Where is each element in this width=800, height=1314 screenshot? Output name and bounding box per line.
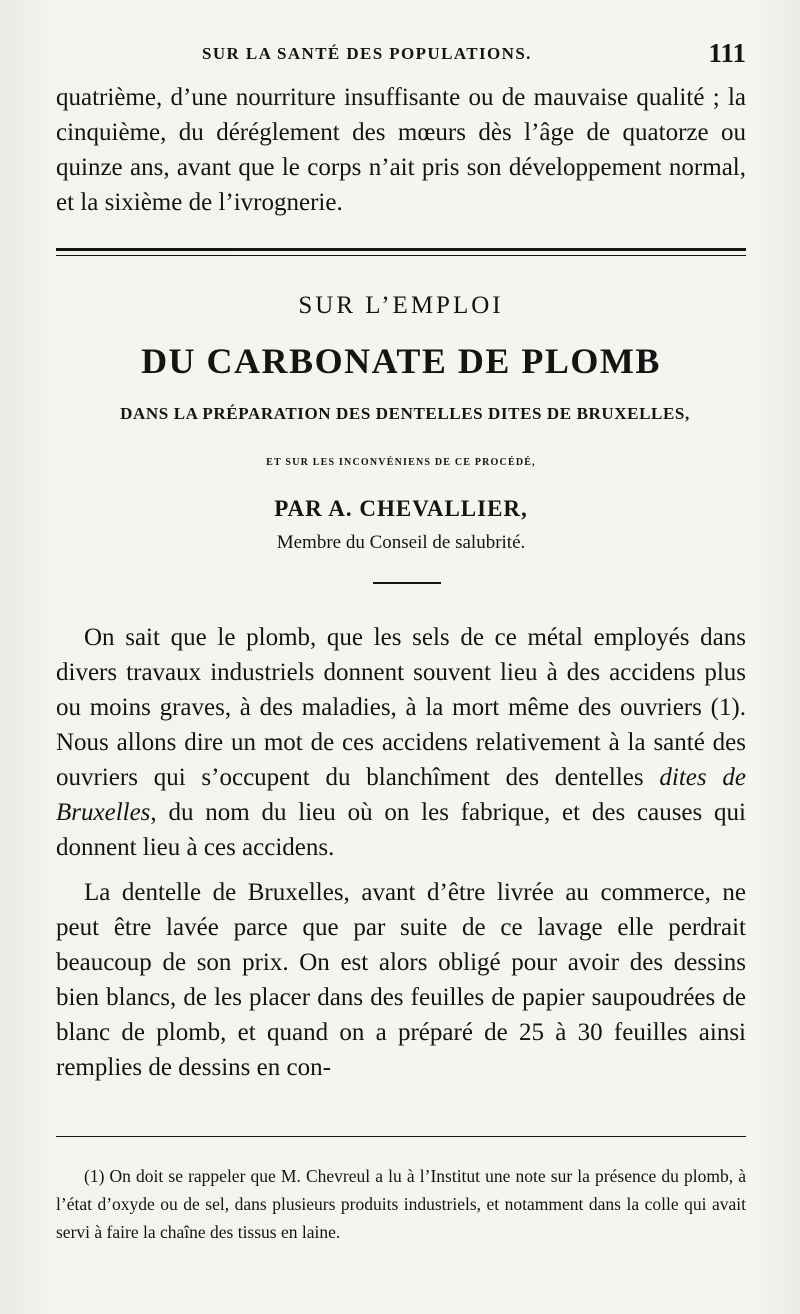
footnote-rule [56, 1136, 746, 1137]
article-title-line-1: SUR L’EMPLOI [298, 292, 504, 319]
intro-paragraph: quatrième, d’une nourriture insuffisante ou de mauvaise qualité ; la cinquième, du déréglement des mœurs dès l’âge de quatorze ou quinze ans, avant que le corps n’ait pris son développement normal, et la sixième de l’ivrognerie. [56, 84, 746, 216]
article-subtitle-small: ET SUR LES INCONVÉNIENS DE CE PROCÉDÉ, [266, 457, 536, 468]
footnote [56, 1162, 746, 1246]
article-subtitle: DANS LA PRÉPARATION DES DENTELLES DITES DE BRUXELLES, [120, 404, 690, 423]
author-affiliation: Membre du Conseil de salubrité. [276, 532, 526, 553]
body-paragraph-2: La dentelle de Bruxelles, avant d’être livrée au commerce, ne peut être lavée parce que par suite de ce lavage elle perdrait beaucoup de son prix. On est alors obligé pour avoir des dessins bien blancs, de les placer dans des feuilles de papier saupoudrées de blanc de plomb, et quand on a préparé de 25 à 30 feuilles ainsi remplies de dessins en con- [56, 879, 746, 1081]
body-paragraph-1-text-b: , du nom du lieu où on les fabrique, et des causes qui donnent lieu à ces accidens. [56, 799, 746, 861]
footnote-text: (1) On doit se rappeler que M. Chevreul a lu à l’Institut une note sur la présence du plomb, à l’état d’oxyde ou de sel, dans plusieurs produits industriels, et notamment dans la colle qui avait servi à faire la chaîne des tissus en laine. [56, 1166, 746, 1242]
page-number: 111 [708, 38, 746, 68]
article-title-main: DU CARBONATE DE PLOMB [141, 341, 661, 381]
article-body [56, 620, 746, 1085]
body-paragraph-1 [56, 620, 746, 865]
author-byline: PAR A. CHEVALLIER, [274, 496, 528, 521]
title-rule [373, 582, 441, 584]
body-paragraph-1-text-a: On sait que le plomb, que les sels de ce métal employés dans divers travaux industriels donnent souvent lieu à des accidens plus ou moins graves, à des maladies, à la mort même des ouvriers (1). Nous allons dire un mot de ces accidens relativement à la santé des ouvriers qui s’occupent du blanchîment des dentelles [56, 624, 746, 791]
body-paragraph-1-italic: dites de Bruxelles [56, 764, 746, 826]
section-divider [56, 248, 746, 256]
running-head: SUR LA SANTÉ DES POPULATIONS. [202, 44, 532, 63]
page-header [56, 38, 746, 74]
